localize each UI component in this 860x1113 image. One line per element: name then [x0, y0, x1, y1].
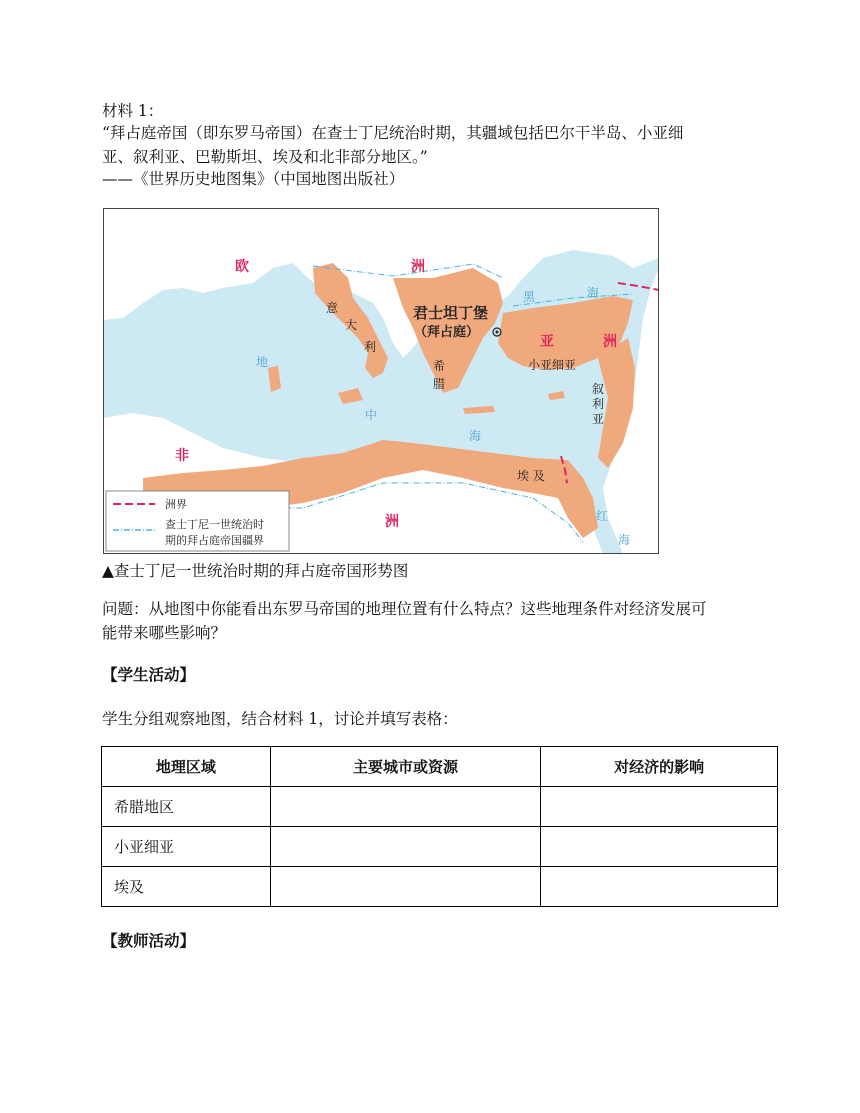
- label-red-2: 海: [618, 533, 631, 547]
- quote-line-2: 亚、叙利亚、巴勒斯坦、埃及和北非部分地区。”: [102, 148, 428, 166]
- label-syria-2: 利: [592, 397, 605, 411]
- map-caption: ▲查士丁尼一世统治时期的拜占庭帝国形势图: [102, 562, 409, 580]
- label-greece-2: 腊: [433, 377, 446, 391]
- table-cell-region: 埃及: [102, 867, 271, 907]
- byzantine-empire-map: [103, 208, 659, 554]
- table-row: [102, 827, 778, 867]
- label-syria-1: 叙: [592, 382, 605, 396]
- question-line-2: 能带来哪些影响？: [102, 624, 227, 642]
- worksheet-table: [101, 746, 778, 907]
- label-anatolia: 小亚细亚: [528, 358, 577, 372]
- table-header-row: [102, 747, 778, 787]
- label-med-3: 海: [469, 429, 482, 443]
- label-italy-2: 大: [345, 318, 358, 332]
- label-asia-2: 洲: [603, 334, 617, 350]
- label-africa-1: 非: [175, 448, 189, 464]
- student-activity-heading: 【学生活动】: [102, 666, 196, 684]
- table-cell-resources[interactable]: [270, 787, 541, 827]
- label-italy-1: 意: [326, 301, 339, 315]
- table-cell-impact[interactable]: [541, 867, 778, 907]
- table-header-impact: 对经济的影响: [541, 747, 778, 787]
- label-black-1: 黑: [523, 290, 536, 304]
- table-cell-region: 小亚细亚: [102, 827, 271, 867]
- teacher-activity-heading: 【教师活动】: [102, 932, 196, 950]
- table-header-resources: 主要城市或资源: [270, 747, 541, 787]
- map-legend: [106, 491, 289, 551]
- table-row: [102, 867, 778, 907]
- legend-empire-border-2: 期的拜占庭帝国疆界: [165, 534, 264, 547]
- legend-continent-border: 洲界: [165, 498, 187, 511]
- label-capital-2: （拜占庭）: [414, 325, 480, 340]
- label-med-2: 中: [365, 408, 378, 422]
- student-instruction: 学生分组观察地图，结合材料 1，讨论并填写表格：: [102, 710, 458, 728]
- label-capital-1: 君士坦丁堡: [413, 304, 489, 322]
- quote-source: ——《世界历史地图集》（中国地图出版社）: [102, 170, 405, 188]
- legend-empire-border-1: 查士丁尼一世统治时: [165, 518, 264, 531]
- label-red-1: 红: [596, 509, 609, 523]
- label-europe-1: 欧: [235, 259, 249, 275]
- label-asia-1: 亚: [540, 334, 554, 350]
- question-line-1: 问题：从地图中你能看出东罗马帝国的地理位置有什么特点？这些地理条件对经济发展可: [102, 600, 707, 618]
- label-med-1: 地: [256, 355, 269, 369]
- label-syria-3: 亚: [592, 412, 605, 426]
- label-europe-2: 洲: [411, 259, 425, 275]
- label-italy-3: 利: [364, 340, 377, 354]
- label-black-2: 海: [587, 286, 600, 300]
- table-cell-resources[interactable]: [270, 827, 541, 867]
- table-header-region: 地理区域: [102, 747, 271, 787]
- table-cell-impact[interactable]: [541, 827, 778, 867]
- material-label: 材料 1：: [102, 102, 164, 120]
- table-cell-resources[interactable]: [270, 867, 541, 907]
- table-cell-impact[interactable]: [541, 787, 778, 827]
- label-africa-2: 洲: [385, 514, 399, 530]
- label-greece-1: 希: [433, 359, 446, 373]
- label-egypt: 埃 及: [517, 469, 545, 483]
- quote-line-1: “拜占庭帝国（即东罗马帝国）在查士丁尼统治时期，其疆域包括巴尔干半岛、小亚细: [102, 124, 684, 142]
- table-row: [102, 787, 778, 827]
- table-cell-region: 希腊地区: [102, 787, 271, 827]
